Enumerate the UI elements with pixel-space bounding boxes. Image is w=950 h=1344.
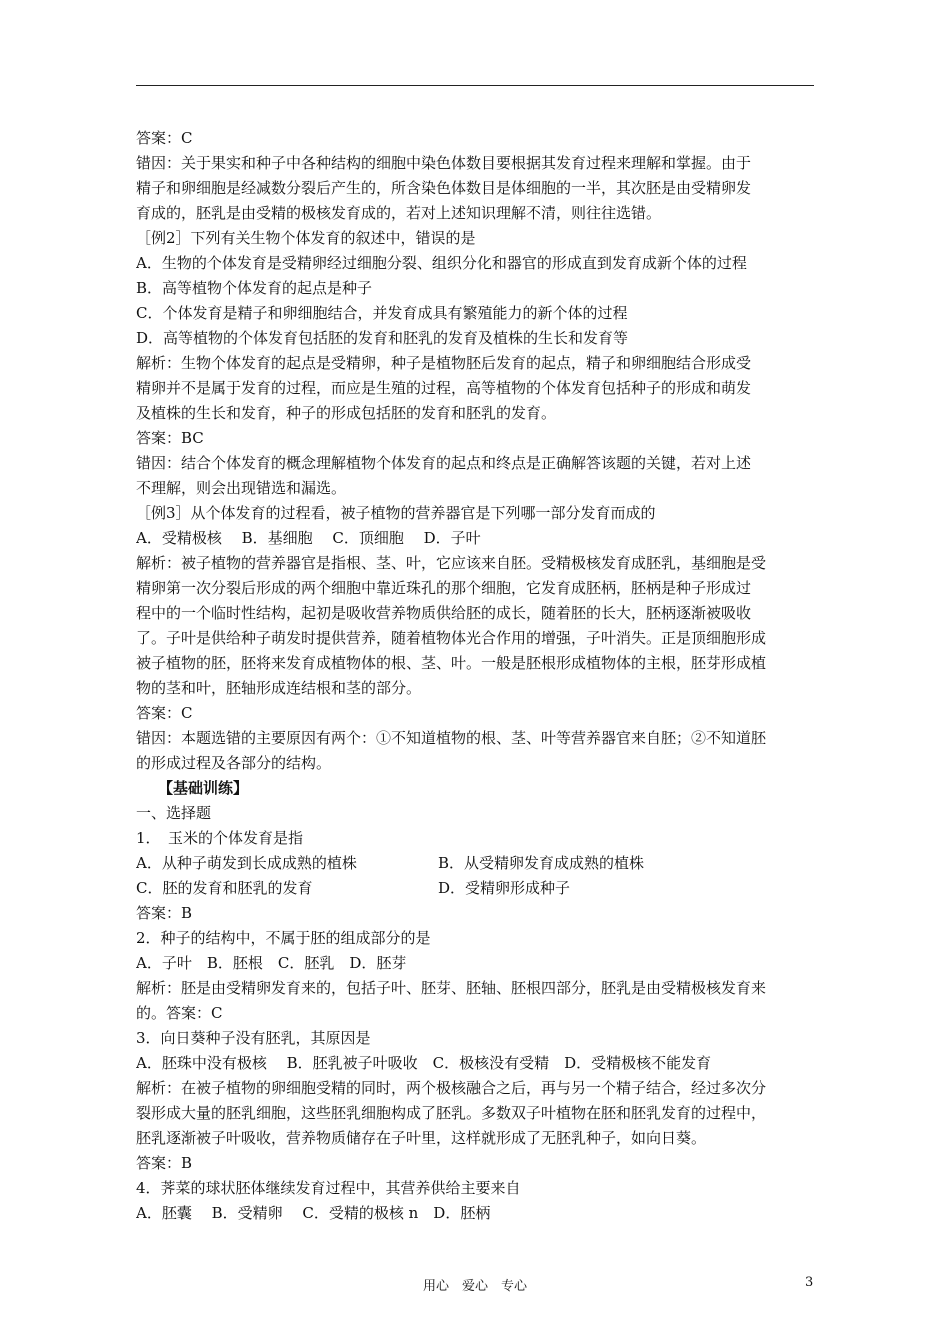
error-cause-line: 错因：结合个体发育的概念理解植物个体发育的起点和终点是正确解答该题的关键，若对上述 [136, 454, 752, 472]
paragraph-line: 的。答案：C [136, 1004, 223, 1022]
option-c: C．胚的发育和胚乳的发育 [136, 879, 313, 897]
example-3-question: ［例3］从个体发育的过程看，被子植物的营养器官是下列哪一部分发育而成的 [136, 504, 656, 522]
option-line: A．胚囊 B．受精卵 C．受精的极核 n D．胚柄 [136, 1204, 491, 1222]
option-b: B．从受精卵发育成成熟的植株 [438, 854, 645, 872]
section-heading: 【基础训练】 [158, 779, 249, 797]
paragraph-line: 精子和卵细胞是经减数分裂后产生的，所含染色体数目是体细胞的一半，其次胚是由受精卵发 [136, 179, 752, 197]
option-row [136, 876, 816, 901]
answer-line: 答案：C [136, 129, 193, 147]
paragraph-line: 胚乳逐渐被子叶吸收，营养物质储存在子叶里，这样就形成了无胚乳种子，如向日葵。 [136, 1129, 707, 1147]
paragraph-line: 的形成过程及各部分的结构。 [136, 754, 332, 772]
analysis-line: 解析：被子植物的营养器官是指根、茎、叶，它应该来自胚。受精极核发育成胚乳，基细胞是受 [136, 554, 767, 572]
answer-line: 答案：B [136, 1154, 193, 1172]
option-line: A．生物的个体发育是受精卵经过细胞分裂、组织分化和器官的形成直到发育成新个体的过程 [136, 254, 747, 272]
answer-line: 答案：BC [136, 429, 204, 447]
option-line: B．高等植物个体发育的起点是种子 [136, 279, 373, 297]
error-cause-line: 错因：关于果实和种子中各种结构的细胞中染色体数目要根据其发育过程来理解和掌握。由于 [136, 154, 752, 172]
paragraph-line: 及植株的生长和发育，种子的形成包括胚的发育和胚乳的发育。 [136, 404, 557, 422]
option-line: A．子叶 B．胚根 C．胚乳 D．胚芽 [136, 954, 407, 972]
question-2: 2．种子的结构中，不属于胚的组成部分的是 [136, 929, 431, 947]
analysis-line: 解析：胚是由受精卵发育来的，包括子叶、胚芽、胚轴、胚根四部分，胚乳是由受精极核发育来 [136, 979, 767, 997]
page-number: 3 [805, 1275, 814, 1290]
subsection-heading: 一、选择题 [136, 804, 212, 822]
option-a: A．从种子萌发到长成成熟的植株 [136, 854, 357, 872]
example-2-question: ［例2］下列有关生物个体发育的叙述中，错误的是 [136, 229, 476, 247]
paragraph-line: 精卵第一次分裂后形成的两个细胞中靠近珠孔的那个细胞，它发育成胚柄，胚柄是种子形成过 [136, 579, 752, 597]
paragraph-line: 被子植物的胚，胚将来发育成植物体的根、茎、叶。一般是胚根形成植物体的主根，胚芽形成植 [136, 654, 767, 672]
option-row [136, 851, 816, 876]
question-3: 3．向日葵种子没有胚乳，其原因是 [136, 1029, 371, 1047]
document-body [136, 126, 816, 1226]
paragraph-line: 育成的，胚乳是由受精的极核发育成的，若对上述知识理解不清，则往往选错。 [136, 204, 662, 222]
paragraph-line: 了。子叶是供给种子萌发时提供营养，随着植物体光合作用的增强，子叶消失。正是顶细胞形成 [136, 629, 767, 647]
analysis-line: 解析：在被子植物的卵细胞受精的同时，两个极核融合之后，再与另一个精子结合，经过多次分 [136, 1079, 767, 1097]
paragraph-line: 不理解，则会出现错选和漏选。 [136, 479, 347, 497]
question-4: 4．荠菜的球状胚体继续发育过程中，其营养供给主要来自 [136, 1179, 521, 1197]
paragraph-line: 裂形成大量的胚乳细胞，这些胚乳细胞构成了胚乳。多数双子叶植物在胚和胚乳发育的过程中， [136, 1104, 767, 1122]
header-rule [136, 85, 814, 86]
answer-line: 答案：B [136, 904, 193, 922]
analysis-line: 解析：生物个体发育的起点是受精卵，种子是植物胚后发育的起点，精子和卵细胞结合形成受 [136, 354, 752, 372]
option-line: A．胚珠中没有极核 B．胚乳被子叶吸收 C．极核没有受精 D．受精极核不能发育 [136, 1054, 712, 1072]
option-d: D．受精卵形成种子 [438, 879, 571, 897]
question-1: 1． 玉米的个体发育是指 [136, 829, 304, 847]
answer-line: 答案：C [136, 704, 193, 722]
paragraph-line: 程中的一个临时性结构，起初是吸收营养物质供给胚的成长，随着胚的长大，胚柄逐渐被吸收 [136, 604, 752, 622]
paragraph-line: 物的茎和叶，胚轴形成连结根和茎的部分。 [136, 679, 422, 697]
error-cause-line: 错因：本题选错的主要原因有两个：①不知道植物的根、茎、叶等营养器官来自胚；②不知道胚 [136, 729, 767, 747]
option-line: D．高等植物的个体发育包括胚的发育和胚乳的发育及植株的生长和发育等 [136, 329, 629, 347]
option-line: C．个体发育是精子和卵细胞结合，并发育成具有繁殖能力的新个体的过程 [136, 304, 628, 322]
paragraph-line: 精卵并不是属于发育的过程，而应是生殖的过程，高等植物的个体发育包括种子的形成和萌发 [136, 379, 752, 397]
option-line: A．受精极核 B．基细胞 C．顶细胞 D．子叶 [136, 529, 481, 547]
footer-motto: 用心 爱心 专心 [422, 1279, 527, 1294]
